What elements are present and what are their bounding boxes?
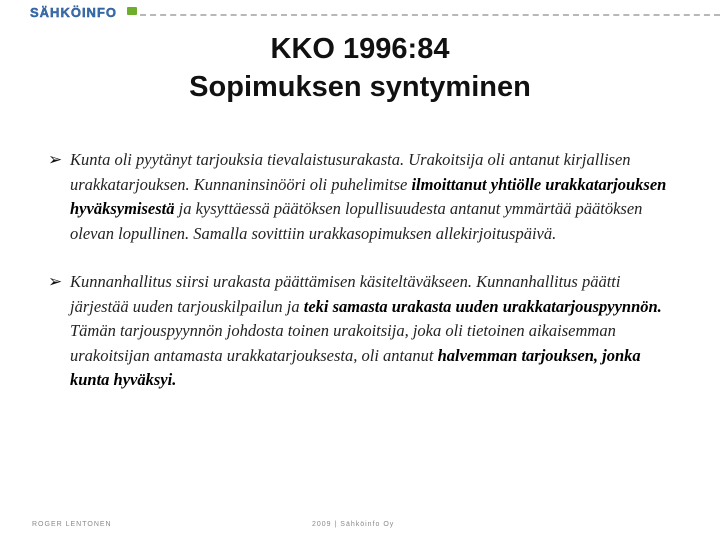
title-line-1: KKO 1996:84	[270, 33, 450, 65]
title-line-2: Sopimuksen syntyminen	[189, 71, 531, 103]
bullet-2-text-a: Kunnanhallitus siirsi urakasta päättämisen käsiteltäväkseen. Kunnanhallitus päätti järjestää uuden tarjouskilpailun ja	[70, 272, 621, 316]
bullet-list	[42, 148, 682, 417]
bullet-2-bold-b: halvemman tarjouksen, jonka kunta hyväksyi.	[70, 345, 641, 389]
footer-copyright: 2009 | Sähköinfo Oy	[312, 521, 395, 528]
bullet-2-text-b: Tämän tarjouspyynnön johdosta toinen urakoitsija, joka oli tietoinen aikaisemman urakoitsijan antamasta urakkatarjouksesta, oli antanut	[70, 321, 616, 365]
logo-accent-icon	[127, 7, 137, 15]
bullet-2-bold-a: teki samasta urakasta uuden urakkatarjouspyynnön.	[303, 296, 662, 316]
sahkoinfo-logo: SÄHKÖINFO	[30, 5, 117, 20]
bullet-item-1	[42, 148, 682, 246]
footer-author: ROGER LENTONEN	[32, 521, 112, 528]
arrow-bullet-icon: ➢	[48, 272, 63, 292]
bullet-1-text-a: Kunta oli pyytänyt tarjouksia tievalaistusurakasta. Urakoitsija oli antanut kirjallisen urakkatarjouksen. Kunnaninsinööri oli puhelimitse	[70, 150, 631, 194]
slide-title	[0, 30, 720, 106]
bullet-item-2	[42, 270, 682, 393]
header-divider	[140, 14, 720, 16]
bullet-text-1	[70, 148, 682, 246]
arrow-bullet-icon: ➢	[48, 150, 63, 170]
bullet-text-2	[70, 270, 682, 393]
bullet-1-bold-a: ilmoittanut yhtiölle urakkatarjouksen hyväksymisestä	[70, 174, 667, 218]
bullet-1-text-b: ja kysyttäessä päätöksen lopullisuudesta antanut ymmärtää päätöksen olevan lopullinen. Samalla sovittiin urakkasopimuksen allekirjoituspäivä.	[70, 199, 643, 243]
